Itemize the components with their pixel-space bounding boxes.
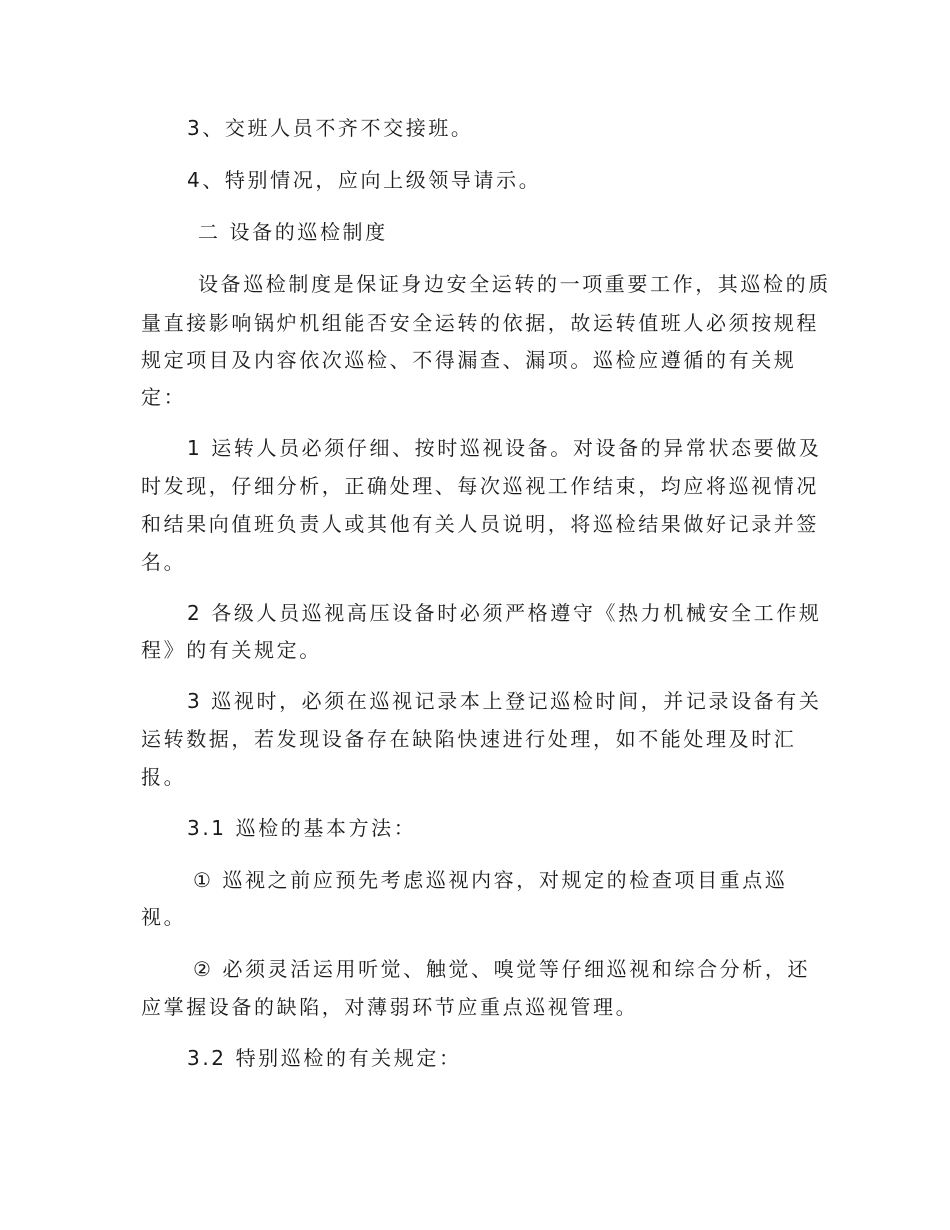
paragraph-line: 3、交班人员不齐不交接班。 [187, 116, 474, 140]
paragraph-line: 时发现，仔细分析，正确处理、每次巡视工作结束，均应将巡视情况 [141, 474, 819, 498]
paragraph-line: 量直接影响锅炉机组能否安全运转的依据，故运转值班人必须按规程 [141, 311, 819, 335]
paragraph-line: 2 各级人员巡视高压设备时必须严格遵守《热力机械安全工作规 [187, 601, 822, 625]
paragraph-line: 报。 [141, 765, 187, 789]
paragraph-line: 运转数据，若发现设备存在缺陷快速进行处理，如不能处理及时汇 [141, 727, 797, 751]
subsection-heading: 3.1 巡检的基本方法： [187, 816, 417, 840]
paragraph-line: 1 运转人员必须仔细、按时巡视设备。对设备的异常状态要做及 [187, 436, 822, 460]
paragraph-line: 和结果向值班负责人或其他有关人员说明，将巡检结果做好记录并签 [141, 512, 819, 536]
paragraph-line: 程》的有关规定。 [141, 638, 322, 662]
list-item: ② 必须灵活运用听觉、触觉、嗅觉等仔细巡视和综合分析，还 [193, 957, 811, 981]
list-item-continuation: 视。 [141, 905, 187, 929]
section-heading: 二 设备的巡检制度 [198, 220, 388, 244]
paragraph-line: 规定项目及内容依次巡检、不得漏查、漏项。巡检应遵循的有关规 [141, 348, 797, 372]
paragraph-line: 设备巡检制度是保证身边安全运转的一项重要工作，其巡检的质 [198, 272, 831, 296]
paragraph-line: 3 巡视时，必须在巡视记录本上登记巡检时间，并记录设备有关 [187, 689, 822, 713]
paragraph-line: 定： [141, 385, 187, 409]
paragraph-line: 名。 [141, 550, 187, 574]
subsection-heading: 3.2 特别巡检的有关规定： [187, 1046, 462, 1070]
list-item-continuation: 应掌握设备的缺陷，对薄弱环节应重点巡视管理。 [141, 995, 639, 1019]
list-item: ① 巡视之前应预先考虑巡视内容，对规定的检查项目重点巡 [193, 868, 788, 892]
paragraph-line: 4、特别情况，应向上级领导请示。 [187, 168, 542, 192]
